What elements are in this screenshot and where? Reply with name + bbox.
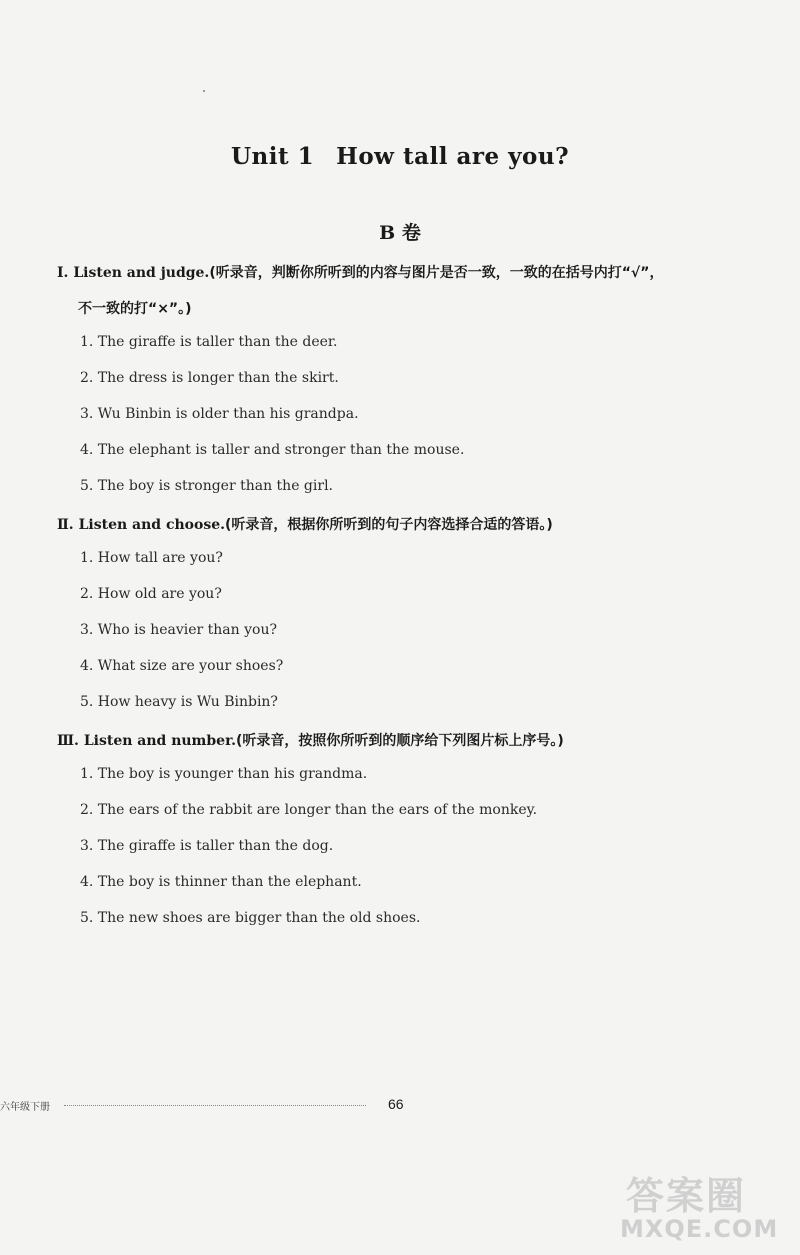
list-item: 1. How tall are you?	[80, 550, 223, 566]
watermark-url: MXQE.COM	[620, 1215, 779, 1243]
section-1-heading	[57, 262, 663, 282]
list-item: 3. Who is heavier than you?	[80, 622, 277, 638]
section-3-title: Listen and number.	[83, 733, 237, 749]
section-1-number: Ⅰ.	[57, 265, 69, 281]
section-1-title: Listen and judge.	[73, 265, 210, 281]
list-item: 4. The elephant is taller and stronger than the mouse.	[80, 442, 465, 458]
section-1-instruction-cont: 不一致的打“×”。)	[78, 301, 192, 317]
list-item: 4. What size are your shoes?	[80, 658, 284, 674]
paper-version: B 卷	[379, 222, 421, 244]
section-3-instruction: (听录音，按照你所听到的顺序给下列图片标上序号。)	[236, 733, 564, 749]
list-item: 4. The boy is thinner than the elephant.	[80, 874, 362, 890]
unit-title: How tall are you?	[336, 143, 570, 170]
page-number: 66	[388, 1096, 404, 1112]
list-item: 2. How old are you?	[80, 586, 222, 602]
section-2-heading	[57, 514, 553, 534]
list-item: 2. The dress is longer than the skirt.	[80, 370, 339, 386]
grade-label: 六年级下册	[0, 1102, 50, 1113]
watermark	[618, 1165, 793, 1250]
list-item: 2. The ears of the rabbit are longer than the ears of the monkey.	[80, 802, 538, 818]
list-item: 1. The giraffe is taller than the deer.	[80, 334, 338, 350]
list-item: 3. The giraffe is taller than the dog.	[80, 838, 334, 854]
section-2-number: Ⅱ.	[57, 517, 74, 533]
watermark-logo: 答案圈	[626, 1174, 747, 1218]
section-2-title: Listen and choose.	[78, 517, 225, 533]
section-3-heading	[57, 730, 564, 750]
list-item: 5. The new shoes are bigger than the old shoes.	[80, 910, 421, 926]
section-2-instruction: (听录音，根据你所听到的句子内容选择合适的答语。)	[225, 517, 553, 533]
scan-speck	[203, 90, 205, 92]
footer-divider	[64, 1105, 366, 1106]
list-item: 5. The boy is stronger than the girl.	[80, 478, 333, 494]
section-1-instruction: (听录音，判断你所听到的内容与图片是否一致，一致的在括号内打“√”，	[209, 265, 664, 281]
page-title	[0, 143, 800, 170]
unit-label: Unit 1	[230, 143, 315, 170]
list-item: 3. Wu Binbin is older than his grandpa.	[80, 406, 359, 422]
list-item: 1. The boy is younger than his grandma.	[80, 766, 368, 782]
section-3-number: Ⅲ.	[57, 733, 79, 749]
list-item: 5. How heavy is Wu Binbin?	[80, 694, 278, 710]
